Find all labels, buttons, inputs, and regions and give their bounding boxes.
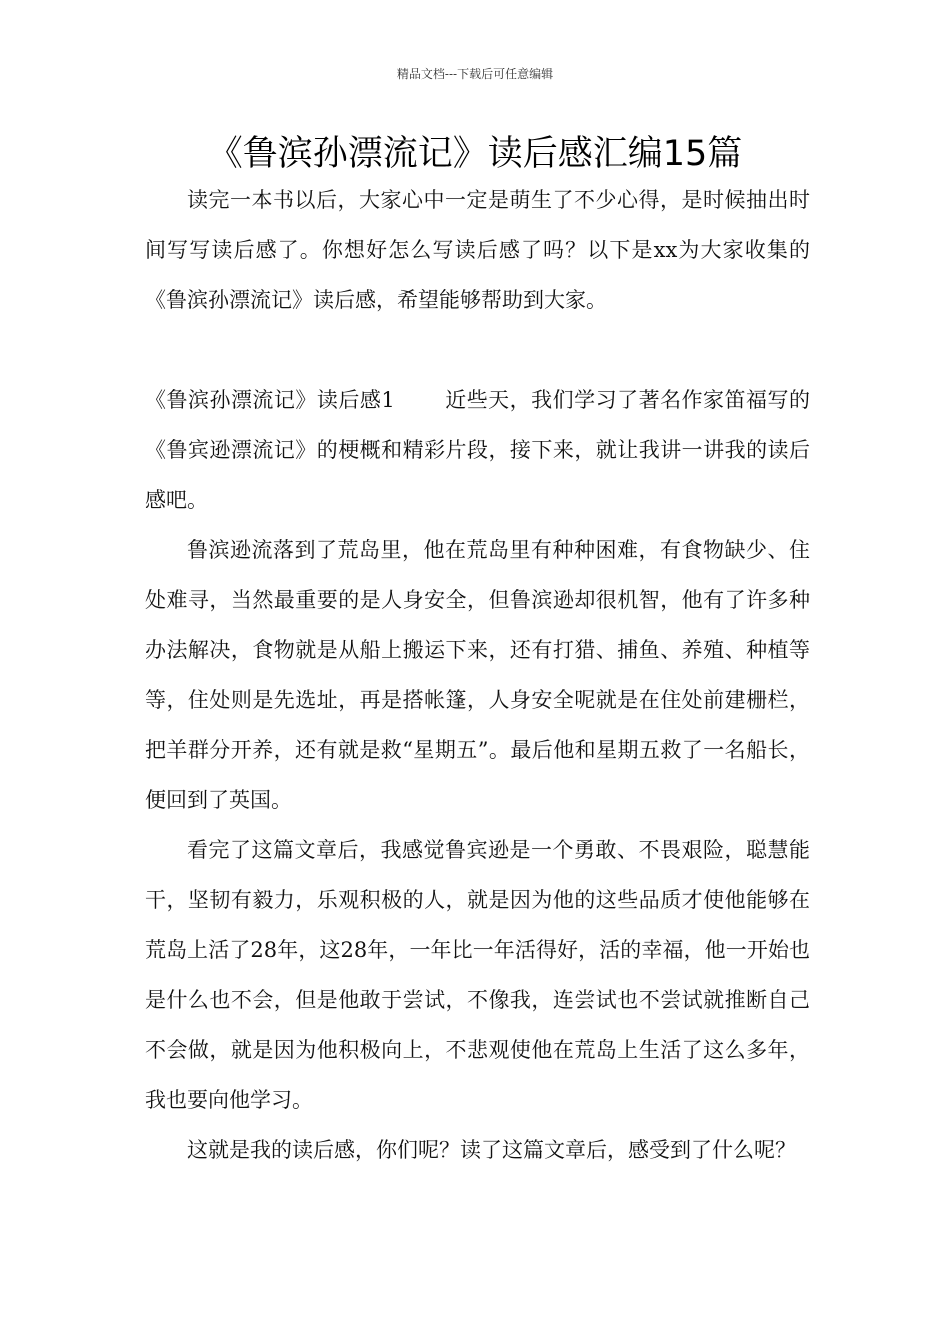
section-1	[145, 375, 810, 1175]
body-paragraph: 这就是我的读后感，你们呢？读了这篇文章后，感受到了什么呢？	[187, 1138, 796, 1162]
section-1-lead-paragraph	[145, 375, 810, 525]
body-paragraph: 看完了这篇文章后，我感觉鲁宾逊是一个勇敢、不畏艰险，聪慧能干，坚韧有毅力，乐观积极的人，就是因为他的这些品质才使他能够在荒岛上活了28年，这28年，一年比一年活得好，活的幸福，他一开始也是什么也不会，但是他敢于尝试，不像我，连尝试也不尝试就推断自己不会做，就是因为他积极向上，不悲观使他在荒岛上生活了这么多年，我也要向他学习。	[145, 838, 810, 1112]
body-paragraph: 鲁滨逊流落到了荒岛里，他在荒岛里有种种困难，有食物缺少、住处难寻，当然最重要的是人身安全，但鲁滨逊却很机智，他有了许多种办法解决，食物就是从船上搬运下来，还有打猎、捕鱼、养殖、种植等等，住处则是先选址，再是搭帐篷，人身安全呢就是在住处前建栅栏，把羊群分开养，还有就是救“星期五”。最后他和星期五救了一名船长，便回到了英国。	[145, 538, 810, 812]
section-lead-text: 近些天，我们学习了著名作家笛福写的《鲁宾逊漂流记》的梗概和精彩片段，接下来，就让我讲一讲我的读后感吧。	[145, 388, 810, 512]
document-title: 《鲁滨孙漂流记》读后感汇编15篇	[207, 134, 743, 174]
section-heading: 《鲁滨孙漂流记》读后感1	[145, 388, 395, 412]
intro-block	[145, 175, 810, 325]
page-header: 精品文档---下载后可任意编辑	[396, 67, 554, 81]
intro-paragraph: 读完一本书以后，大家心中一定是萌生了不少心得，是时候抽出时间写写读后感了。你想好怎么写读后感了吗？以下是xx为大家收集的《鲁滨孙漂流记》读后感，希望能够帮助到大家。	[145, 188, 810, 312]
